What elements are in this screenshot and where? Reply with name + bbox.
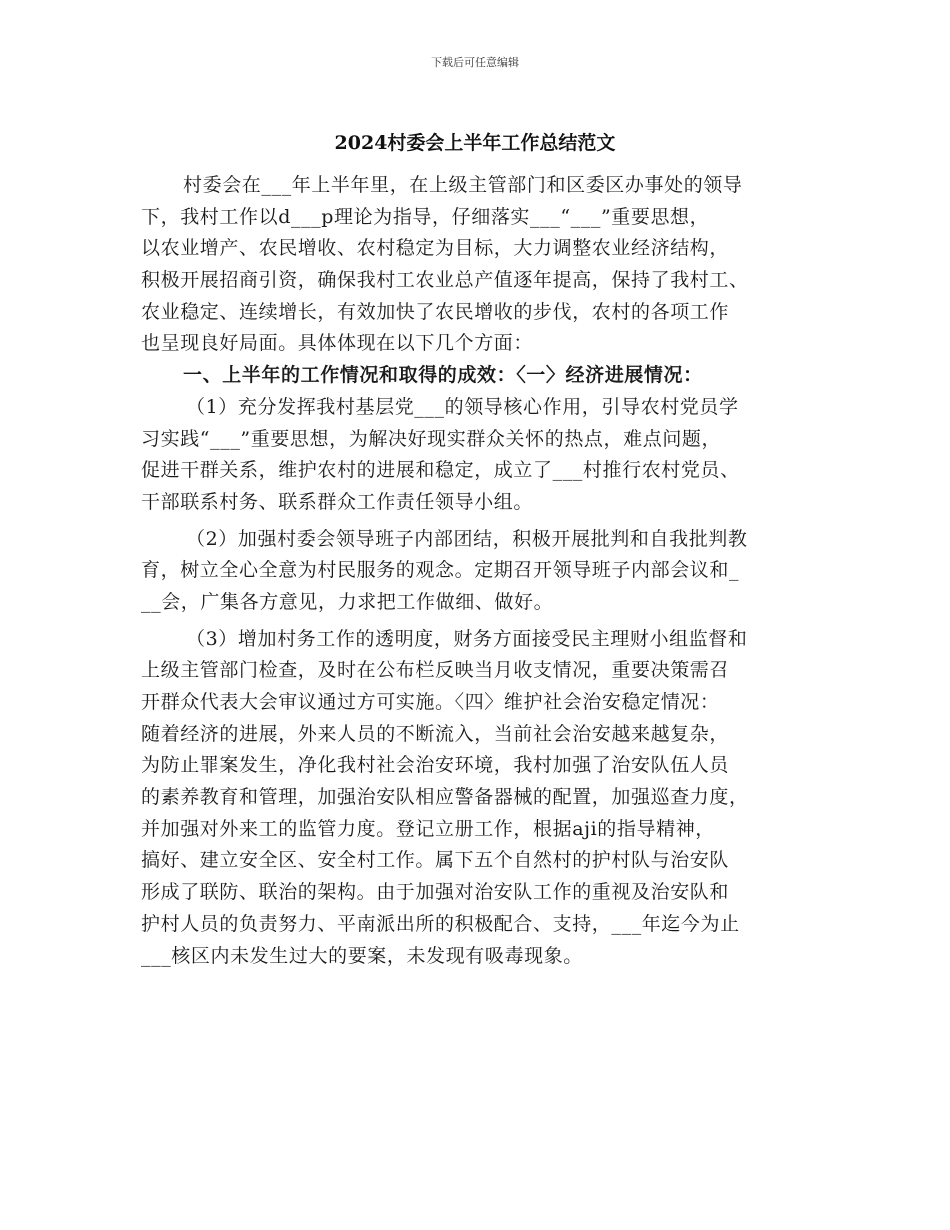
paragraph-line: 村委会在___年上半年里，在上级主管部门和区委区办事处的领导 xyxy=(183,174,743,196)
paragraph-line: ___核区内未发生过大的要案，未发现有吸毒现象。 xyxy=(141,944,583,967)
document-body xyxy=(141,170,811,972)
paragraph-line: 习实践“___”重要思想，为解决好现实群众关怀的热点，难点问题， xyxy=(141,427,722,450)
paragraph-line: （3）增加村务工作的透明度，财务方面接受民主理财小组监督和 xyxy=(186,627,748,650)
paragraph-line: 护村人员的负责努力、平南派出所的积极配合、支持，___年迄今为止 xyxy=(141,912,740,935)
paragraph-line: 农业稳定、连续增长，有效加快了农民增收的步伐，农村的各项工作 xyxy=(141,300,730,323)
paragraph-line: （1）充分发挥我村基层党___的领导核心作用，引导农村党员学 xyxy=(186,395,739,418)
document-title: 2024村委会上半年工作总结范文 xyxy=(334,132,616,154)
paragraph-line: 形成了联防、联治的架构。由于加强对治安队工作的重视及治安队和 xyxy=(141,881,730,904)
paragraph-line: 并加强对外来工的监管力度。登记立册工作，根据aji的指导精神， xyxy=(141,817,715,840)
paragraph-line: 以农业增产、农民增收、农村稳定为目标，大力调整农业经济结构， xyxy=(141,237,730,260)
paragraph-line: 下，我村工作以d___p理论为指导，仔细落实___“___”重要思想， xyxy=(141,205,710,228)
paragraph-line: 的素养教育和管理，加强治安队相应警备器械的配置，加强巡查力度， xyxy=(141,786,749,809)
header-note: 下载后可任意编辑 xyxy=(431,56,519,69)
paragraph-line: 积极开展招商引资，确保我村工农业总产值逐年提高，保持了我村工、 xyxy=(141,269,749,292)
paragraph-line: 为防止罪案发生，净化我村社会治安环境，我村加强了治安队伍人员 xyxy=(141,754,730,777)
paragraph-line: 搞好、建立安全区、安全村工作。属下五个自然村的护村队与治安队 xyxy=(141,849,730,872)
paragraph-line: 随着经济的进展，外来人员的不断流入，当前社会治安越来越复杂， xyxy=(141,722,730,745)
paragraph-line: 也呈现良好局面。具体体现在以下几个方面： xyxy=(141,332,534,355)
paragraph-line: 上级主管部门检查，及时在公布栏反映当月收支情况，重要决策需召 xyxy=(141,659,730,682)
paragraph-line: 干部联系村务、联系群众工作责任领导小组。 xyxy=(141,490,534,513)
paragraph-line: 开群众代表大会审议通过方可实施。〈四〉维护社会治安稳定情况： xyxy=(141,691,720,713)
paragraph-line: （2）加强村委会领导班子内部团结，积极开展批判和自我批判教 xyxy=(186,527,748,550)
paragraph-line: __会，广集各方意见，力求把工作做细、做好。 xyxy=(141,590,554,613)
paragraph-line: 促进干群关系，维护农村的进展和稳定，成立了___村推行农村党员、 xyxy=(141,459,740,482)
paragraph-line: 育，树立全心全意为村民服务的观念。定期召开领导班子内部会议和_ xyxy=(141,559,740,582)
section-heading: 一、上半年的工作情况和取得的成效：〈一〉经济进展情况： xyxy=(183,364,703,387)
